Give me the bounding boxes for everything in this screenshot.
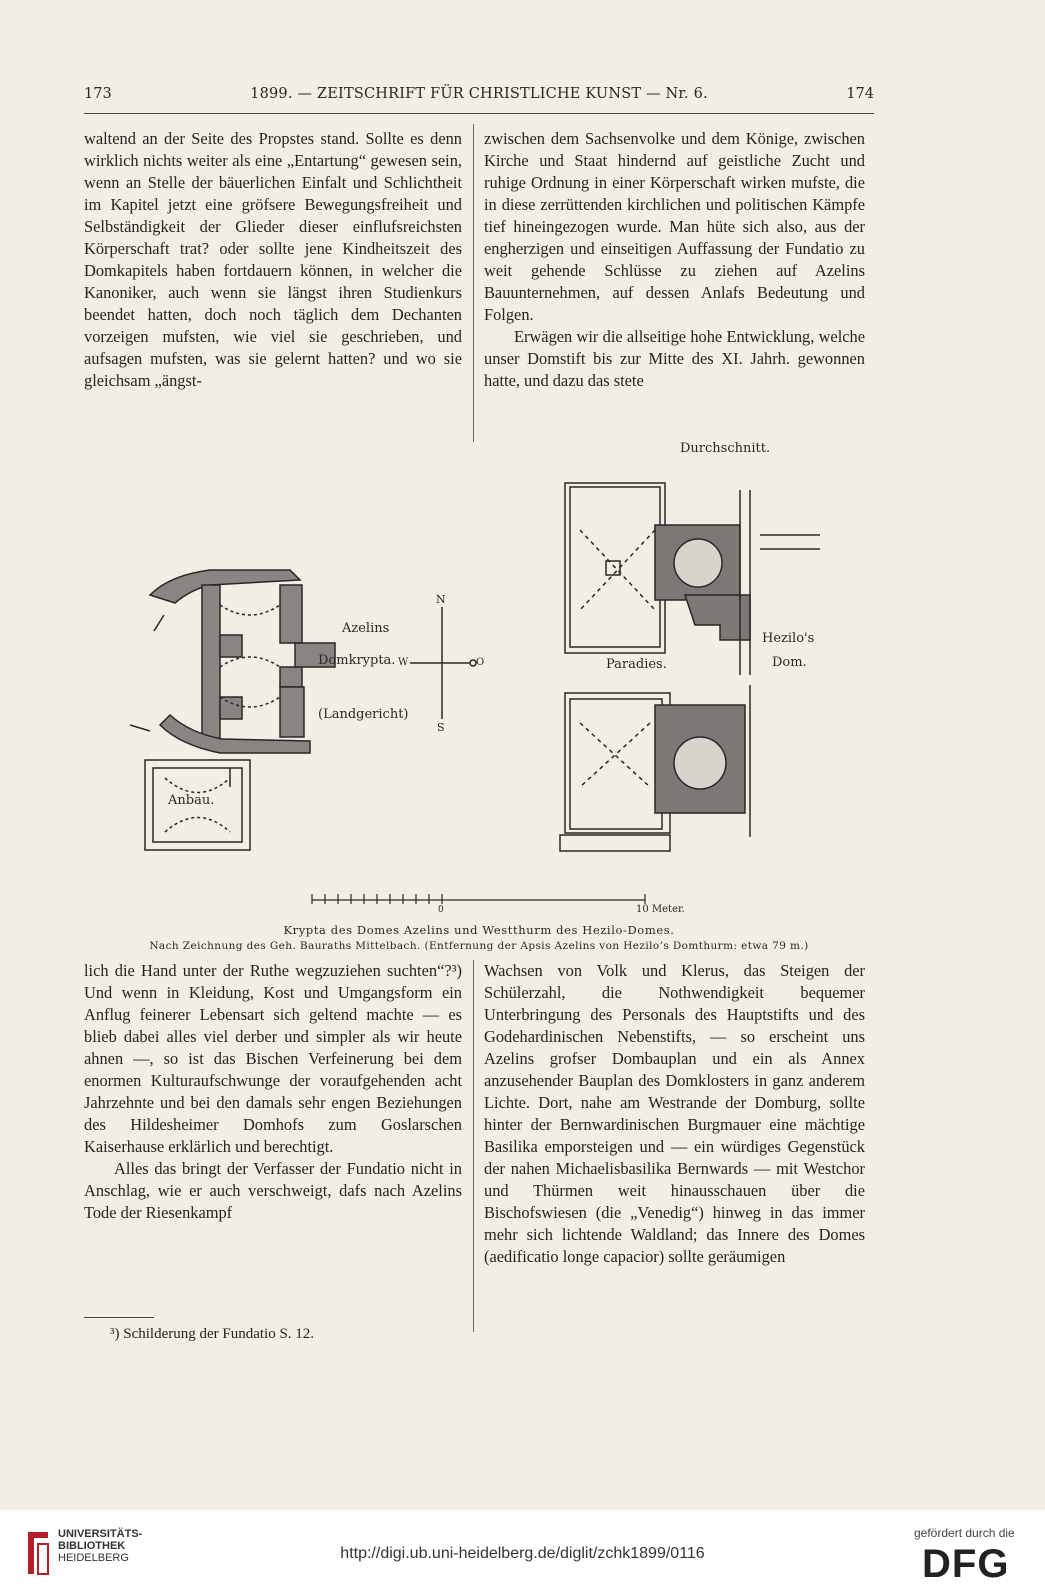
compass-east: O (476, 657, 485, 668)
figure-subcaption: Nach Zeichnung des Geh. Bauraths Mittelbach. (Entfernung der Apsis Azelins von Hezilo’s Domthurm: etwa 79 m.) (149, 940, 809, 952)
footnote: ³) Schilderung der Fundatio S. 12. (110, 1326, 315, 1342)
page-number-right: 174 (846, 86, 874, 102)
label-hezilos: Hezilo's (762, 631, 815, 646)
label-azelins: Azelins (342, 621, 390, 636)
journal-title: 1899. — ZEITSCHRIFT FÜR CHRISTLICHE KUNST — Nr. 6. (250, 86, 708, 102)
running-header (84, 86, 874, 110)
paragraph: Erwägen wir die allseitige hohe Entwicklung, welche unser Domstift bis zur Mitte des XI. Jahrh. gewonnen hatte, und dazu das stete (484, 327, 865, 390)
scale-bar (312, 894, 645, 904)
sponsor-note: gefördert durch die (914, 1526, 1015, 1540)
column-left-bottom (84, 960, 462, 1224)
label-durchschnitt: Durchschnitt. (680, 441, 771, 456)
label-domkrypta: Domkrypta. (318, 653, 396, 668)
scale-zero: 0 (438, 905, 444, 915)
column-right-bottom (484, 960, 865, 1268)
compass-north: N (436, 593, 446, 606)
paragraph: lich die Hand unter der Ruthe wegzuziehen suchten“?³) Und wenn in Kleidung, Kost und Umgangsform ein Anflug feinerer Lebensart sich geltend machte — es blieb dabei alles viel derber und simpler als wir heute ahnen —, so ist das Bischen Verfeinerung bei dem enormen Kulturaufschwunge der voraufgehenden acht Jahrzehnte und bei den damals sehr engen Beziehungen des Hildesheimer Domhofs zum Goslarschen Kaiserhause erklärlich und berechtigt. (84, 961, 462, 1156)
library-name: UNIVERSITÄTS- BIBLIOTHEK HEIDELBERG (58, 1528, 143, 1564)
scale-ten-meter: 10 Meter. (636, 904, 685, 915)
paragraph: zwischen dem Sachsenvolke und dem Könige, zwischen Kirche und Staat hindernd auf geistliche Zucht und ruhige Ordnung in einer Körperschaft wirken mufste, die in diese zerrüttenden kirchlichen und politischen Kämpfe tief hineingezogen wurde. Man hüte sich also, aus der engherzigen und einseitigen Auffassung der Fundatio zu weit gehende Schlüsse zu ziehen auf Azelins Bauunternehmen, auf dessen Anlafs Bedeutung und Folgen. (484, 129, 865, 324)
column-right-top (484, 128, 865, 392)
label-landgericht: (Landgericht) (318, 707, 409, 722)
label-paradies: Paradies. (606, 657, 667, 672)
compass-south: S (437, 721, 445, 734)
footnote-rule (84, 1317, 154, 1318)
compass-west: W (398, 657, 409, 668)
crypt-plan-figure (90, 435, 870, 915)
paragraph: Alles das bringt der Verfasser der Fundatio nicht in Anschlag, wie er auch verschweigt, dafs nach Azelins Tode der Riesenkampf (84, 1159, 462, 1222)
permalink-url[interactable]: http://digi.ub.uni-heidelberg.de/diglit/zchk1899/0116 (340, 1545, 705, 1562)
figure-caption: Krypta des Domes Azelins und Westthurm des Hezilo-Domes. (283, 923, 675, 937)
azelins-crypt-plan (130, 570, 476, 850)
crypt-plan-drawing (90, 435, 870, 915)
page-number-left: 173 (84, 86, 112, 102)
column-divider-top (473, 124, 474, 442)
label-dom: Dom. (772, 655, 807, 670)
dfg-logo: DFG (922, 1542, 1010, 1586)
paragraph: Wachsen von Volk und Klerus, das Steigen der Schülerzahl, die Nothwendigkeit bequemer Unterbringung des Personals des Hauptstifts und des Godehardinischen Nebenstifts, — so erscheint uns Azelins grofser Dombauplan und ein als Annex anzusehender Bauplan des Domklosters in ganz anderem Lichte. Dort, nahe am Westrande der Domburg, sollte hinter der Bernwardinischen Burgmauer eine mächtige Basilika emporsteigen und — ein würdiges Gegenstück der nahen Michaelisbasilika Bernwards — mit Westchor und Thürmen weit hinausschauen über die Bischofswiesen (die „Venedig“) hinweg in das immer mehr sich lichtende Waldland; das Innere des Domes (aedificatio longe capacior) sollte geräumigen (484, 961, 865, 1266)
column-divider-bottom (473, 960, 474, 1332)
column-left-top (84, 128, 462, 392)
label-anbau: Anbau. (168, 793, 215, 808)
header-rule (84, 113, 874, 114)
paragraph: waltend an der Seite des Propstes stand. Sollte es denn wirklich nichts weiter als eine „Entartung“ gewesen sein, wenn an Stelle der bäuerlichen Einfalt und Schlichtheit im Kapitel jetzt eine gröfsere Bewegungsfreiheit und Selbständigkeit der Glieder dieser einflufsreichsten Körperschaft trat? oder sollte jene Kindheitszeit des Domkapitels haben fortdauern können, in welcher die Kanoniker, auch wenn sie längst ihren Studienkurs beendet hatten, doch noch täglich dem Dechanten vorzeigen mufsten, wie viel sie geschrieben, und aufsagen mufsten, was sie gelernt hatten? und wo sie gleichsam „ängst- (84, 129, 462, 390)
